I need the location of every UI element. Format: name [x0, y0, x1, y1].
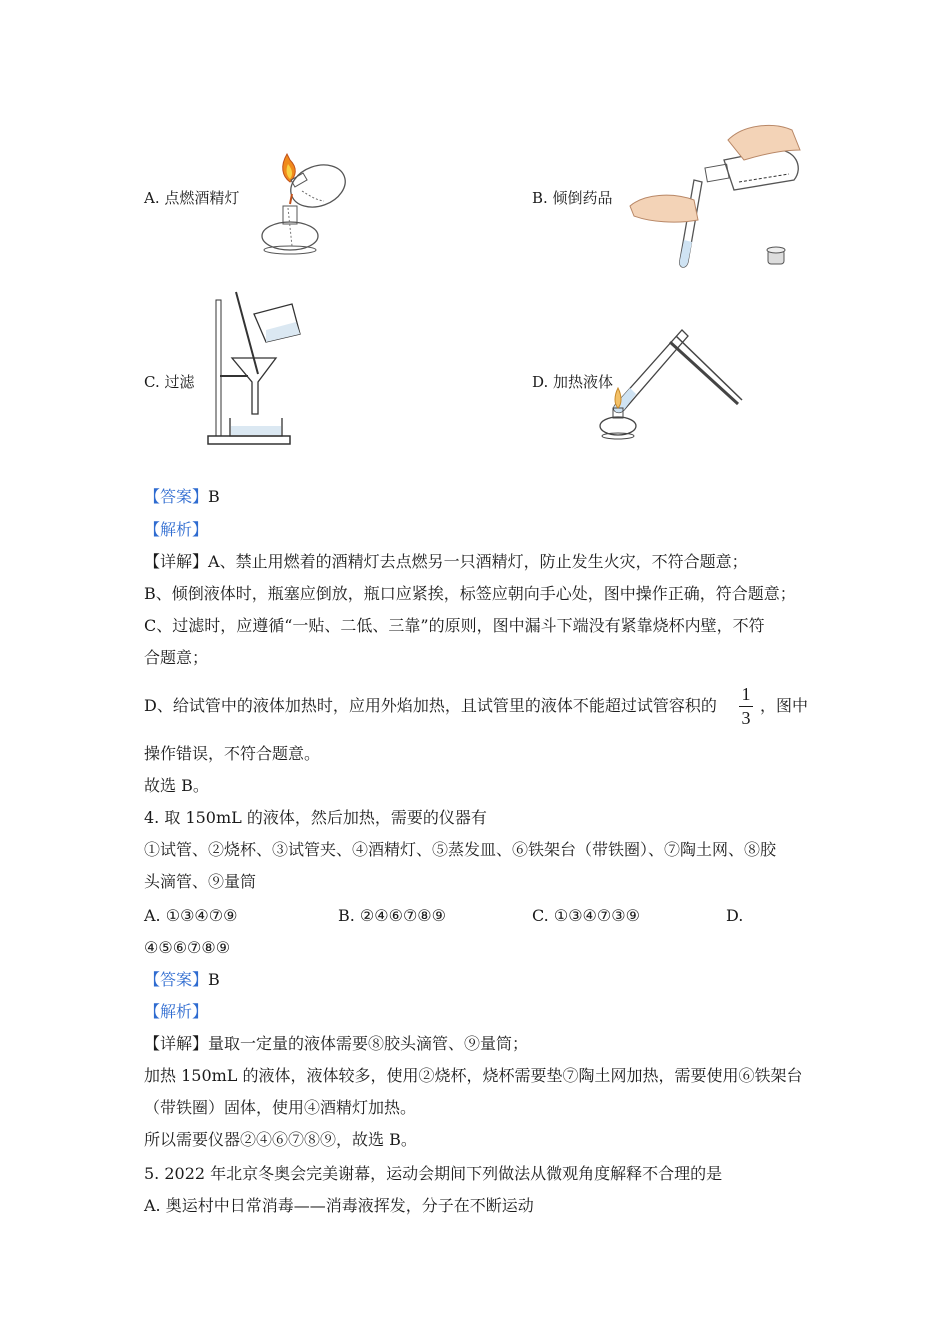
q3-detail-line-1: [144, 552, 748, 572]
fraction-numerator: 1: [741, 684, 751, 704]
q4-detail-line-2: 加热 150mL 的液体，液体较多，使用②烧杯，烧杯需要垫⑦陶土网加热，需要使用⑥铁架台: [144, 1066, 803, 1085]
q4-answer-line: [144, 970, 220, 990]
option-c-label: C. 过滤: [144, 373, 195, 391]
q3-answer-line: [144, 487, 220, 507]
q4-option-d: D.: [726, 906, 744, 925]
q3-detail-line-6: 操作错误，不符合题意。: [144, 744, 321, 763]
q4-option-d-cont: ④⑤⑥⑦⑧⑨: [144, 938, 231, 957]
heating-liquid-figure: [596, 322, 746, 442]
lighting-alcohol-lamp-figure: [252, 146, 352, 256]
q3-detail-line-4: 合题意；: [144, 648, 209, 667]
detail-text: 量取一定量的液体需要⑧胶头滴管、⑨量筒；: [208, 1034, 529, 1053]
q3-analysis-line: [144, 520, 208, 540]
analysis-tag: 【解析】: [144, 1002, 209, 1021]
analysis-tag: 【解析】: [144, 520, 209, 539]
q4-answer: B: [208, 970, 220, 989]
q5-stem: 5. 2022 年北京冬奥会完美谢幕，运动会期间下列做法从微观角度解释不合理的是: [144, 1164, 723, 1183]
option-a-label: A. 点燃酒精灯: [144, 189, 240, 207]
q4-detail-line-3: （带铁圈）固体，使用④酒精灯加热。: [144, 1098, 417, 1117]
q3-choose-line: 故选 B。: [144, 776, 209, 795]
fraction-denominator: 3: [741, 708, 751, 728]
detail-text: A、禁止用燃着的酒精灯去点燃另一只酒精灯，防止发生火灾，不符合题意；: [208, 552, 748, 571]
q3-answer: B: [208, 487, 220, 506]
q4-items-line-1: ①试管、②烧杯、③试管夹、④酒精灯、⑤蒸发皿、⑥铁架台（带铁圈）、⑦陶土网、⑧胶: [144, 840, 777, 859]
fraction-bar: [739, 706, 753, 707]
pouring-liquid-figure: [624, 120, 804, 270]
answer-tag: 【答案】: [144, 487, 209, 506]
option-d-label: D. 加热液体: [532, 373, 614, 391]
q3-detail-line-2: B、倾倒液体时，瓶塞应倒放，瓶口应紧挨，标签应朝向手心处，图中操作正确，符合题意；: [144, 584, 796, 603]
q3-detail-line-5: D、给试管中的液体加热时，应用外焰加热，且试管里的液体不能超过试管容积的: [144, 696, 717, 715]
answer-tag: 【答案】: [144, 970, 209, 989]
q3-detail-line-5-cont: ，图中: [760, 696, 809, 715]
q4-items-line-2: 头滴管、⑨量筒: [144, 872, 257, 891]
q4-detail-line-1: [144, 1034, 528, 1054]
q5-option-a: A. 奥运村中日常消毒——消毒液挥发，分子在不断运动: [144, 1196, 534, 1215]
q3-detail-line-3: C、过滤时，应遵循“一贴、二低、三靠”的原则，图中漏斗下端没有紧靠烧杯内壁，不符: [144, 616, 765, 635]
q4-stem: 4. 取 150mL 的液体，然后加热，需要的仪器有: [144, 808, 487, 827]
q4-option-a: A. ①③④⑦⑨: [144, 906, 238, 925]
q4-detail-line-4: 所以需要仪器②④⑥⑦⑧⑨，故选 B。: [144, 1130, 417, 1149]
q4-analysis-line: [144, 1002, 208, 1022]
filtration-figure: [206, 290, 310, 446]
detail-tag: 【详解】: [144, 1034, 209, 1053]
detail-tag: 【详解】: [144, 552, 209, 571]
q4-option-b: B. ②④⑥⑦⑧⑨: [338, 906, 446, 925]
option-b-label: B. 倾倒药品: [532, 189, 613, 207]
q4-option-c: C. ①③④⑦③⑨: [532, 906, 640, 925]
